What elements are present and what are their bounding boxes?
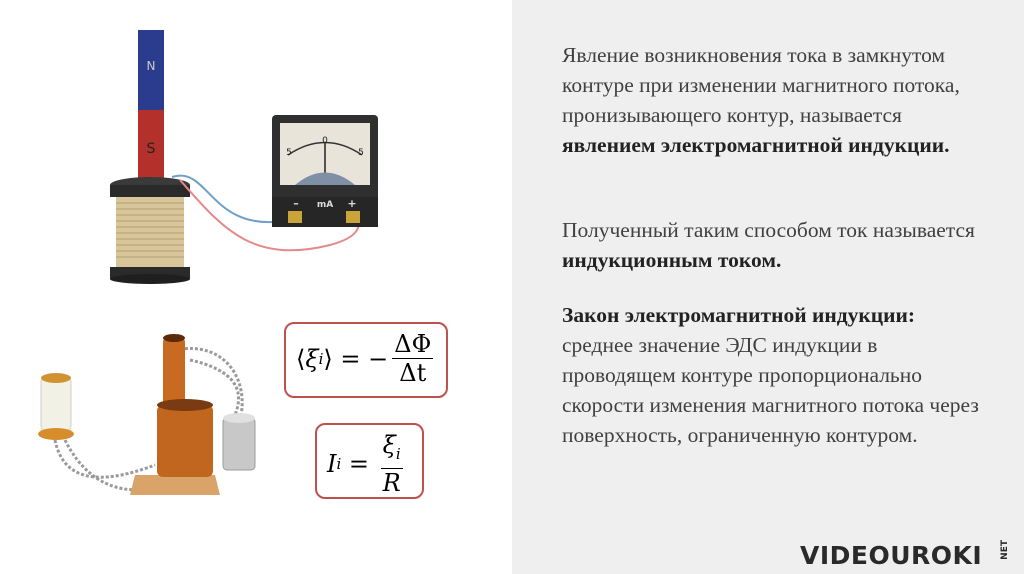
- scale-zero: 0: [322, 136, 328, 146]
- flux-fraction: [392, 330, 433, 387]
- induction-current-term: индукционным током.: [562, 248, 782, 272]
- fraction-numerator: ΔΦ: [394, 330, 432, 358]
- scale-right: 5: [358, 148, 364, 158]
- formula-emf-average: [284, 322, 448, 398]
- angle-close: ⟩: [323, 344, 333, 373]
- induction-experiment-illustration: [100, 25, 390, 285]
- induction-coil-apparatus-illustration: [35, 330, 265, 505]
- equals-minus: = −: [332, 344, 389, 373]
- emf-symbol: ξ: [305, 344, 319, 373]
- fraction-denominator: [399, 359, 426, 387]
- lamp-glass: [41, 378, 71, 430]
- wire-chain-1: [55, 440, 155, 477]
- law-text: среднее значение ЭДС индукции в проводящем контуре пропорционально скорости изменения магнитного потока через поверхность, ограниченную контуром.: [562, 333, 979, 447]
- induction-current-text: Полученный таким способом ток называется: [562, 218, 975, 242]
- magnet-north-label: N: [146, 59, 156, 73]
- apparatus-base: [130, 475, 220, 495]
- law-paragraph: [562, 300, 982, 450]
- videouroki-logo: VIDEOUROKI: [800, 541, 983, 570]
- angle-open: ⟨: [296, 344, 306, 373]
- meter-plus: +: [347, 197, 357, 210]
- law-title: Закон электромагнитной индукции:: [562, 303, 916, 327]
- meter-unit: mA: [316, 200, 334, 210]
- delta-t: Δt: [399, 359, 427, 387]
- fraction-numerator: [381, 431, 403, 469]
- current-fraction: [381, 431, 403, 497]
- current-symbol: I: [327, 450, 337, 478]
- resistance-symbol: R: [382, 469, 401, 497]
- terminal-minus: [288, 211, 302, 223]
- definition-term: явлением электромагнитной индукции.: [562, 133, 950, 157]
- emf-subscript: i: [395, 445, 401, 463]
- terminal-plus: [346, 211, 360, 223]
- logo-suffix: NET: [1000, 540, 1010, 560]
- equals-sign: =: [341, 450, 377, 478]
- primary-coil: [157, 405, 213, 477]
- definition-text: Явление возникновения тока в замкнутом контуре при изменении магнитного потока, пронизывающего контур, называется: [562, 43, 960, 127]
- meter-minus: –: [293, 197, 299, 210]
- magnet-south-label: S: [146, 141, 156, 157]
- current-subscript: i: [336, 455, 342, 473]
- definition-paragraph: [562, 40, 982, 160]
- scale-left: 5: [286, 148, 292, 158]
- induction-current-paragraph: [562, 215, 982, 275]
- cell-cylinder: [223, 418, 255, 470]
- emf-subscript: i: [318, 349, 324, 368]
- formula-induction-current: [315, 423, 424, 499]
- emf-symbol: ξ: [382, 431, 396, 459]
